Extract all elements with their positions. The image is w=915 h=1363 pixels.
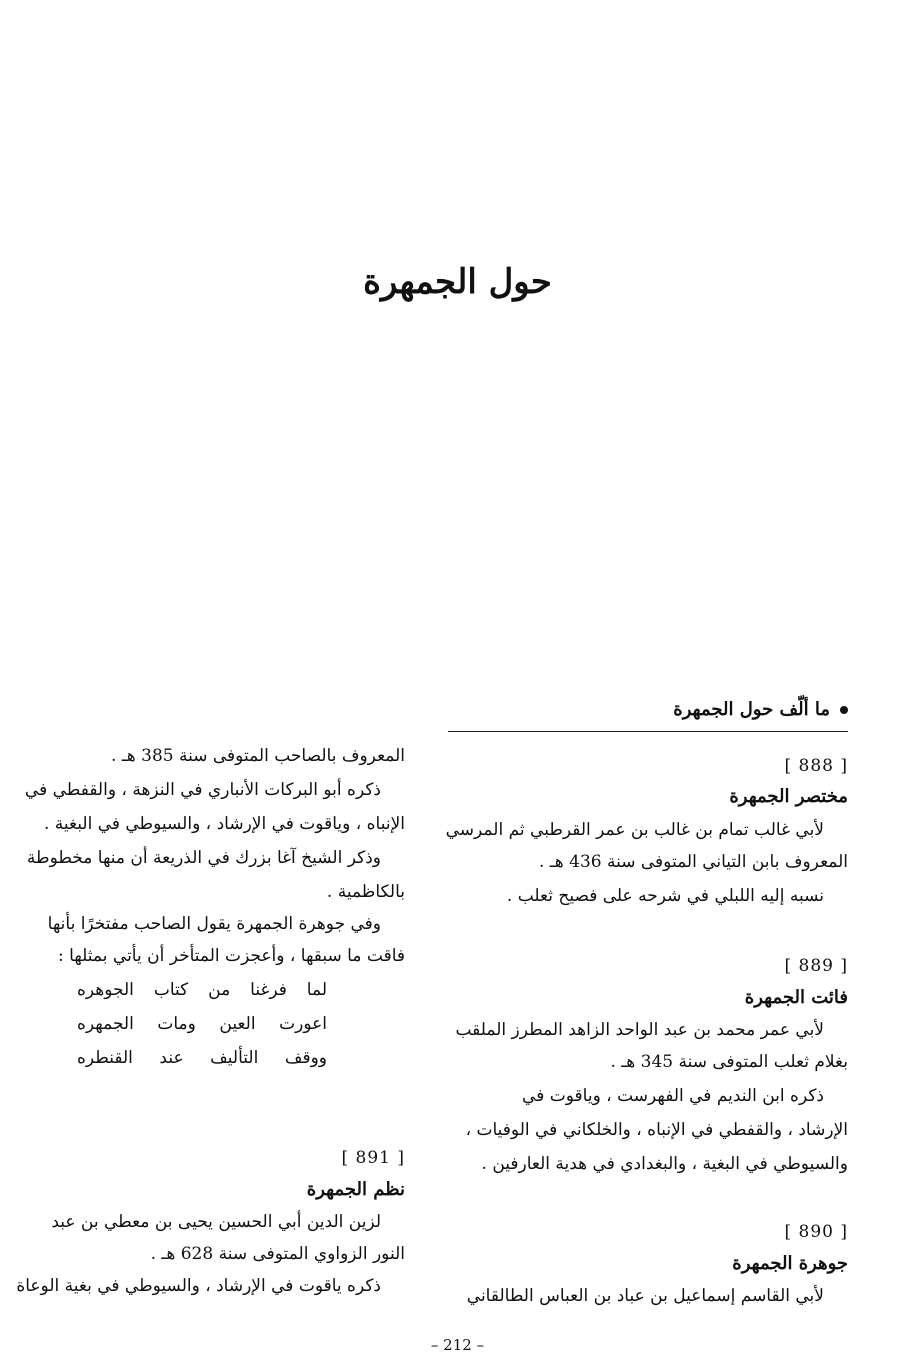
poem-verse: اعورت العين ومات الجمهره xyxy=(77,1014,327,1034)
entry-number-889: [ 889 ] xyxy=(784,956,848,976)
entry-line: المعروف بالصاحب المتوفى سنة 385 هـ . xyxy=(110,746,405,766)
entry-line: والسيوطي في البغية ، والبغدادي في هدية العارفين . xyxy=(481,1154,848,1174)
page-title: حول الجمهرة xyxy=(363,262,552,302)
entry-line: النور الزواوي المتوفى سنة 628 هـ . xyxy=(150,1244,405,1264)
entry-line: وفي جوهرة الجمهرة يقول الصاحب مفتخرًا بأنها xyxy=(47,914,381,934)
entry-line: نسبه إليه اللبلي في شرحه على فصيح ثعلب . xyxy=(506,886,824,906)
section-heading: ما ألّف حول الجمهرة xyxy=(673,694,848,726)
entry-title-889: فائت الجمهرة xyxy=(744,987,848,1008)
entry-line: ذكره ياقوت في الإرشاد ، والسيوطي في بغية الوعاة xyxy=(16,1276,381,1296)
bullet-icon xyxy=(840,706,848,714)
entry-line: بغلام ثعلب المتوفى سنة 345 هـ . xyxy=(610,1052,848,1072)
entry-line: الإنباه ، وياقوت في الإرشاد ، والسيوطي في البغية . xyxy=(44,814,405,834)
page-number: – 212 – xyxy=(430,1336,485,1354)
entry-number-891: [ 891 ] xyxy=(341,1148,405,1168)
entry-title-890: جوهرة الجمهرة xyxy=(732,1253,848,1274)
entry-title-888: مختصر الجمهرة xyxy=(729,786,848,807)
entry-line: الإرشاد ، والقفطي في الإنباه ، والخلكاني في الوفيات ، xyxy=(465,1120,848,1140)
entry-title-891: نظم الجمهرة xyxy=(306,1179,405,1200)
entry-line: لزين الدين أبي الحسين يحيى بن معطي بن عبد xyxy=(51,1212,381,1232)
entry-line: ذكره أبو البركات الأنباري في النزهة ، والقفطي في xyxy=(24,780,381,800)
entry-number-890: [ 890 ] xyxy=(784,1222,848,1242)
poem-verse: ووقف التأليف عند القنطره xyxy=(77,1048,327,1068)
entry-line: لأبي القاسم إسماعيل بن عباد بن العباس الطالقاني xyxy=(466,1286,824,1306)
entry-line: لأبي عمر محمد بن عبد الواحد الزاهد المطرز الملقب xyxy=(455,1020,824,1040)
poem-verse: لما فرغنا من كتاب الجوهره xyxy=(77,980,327,1000)
entry-line: المعروف بابن التياني المتوفى سنة 436 هـ . xyxy=(538,852,848,872)
left-column xyxy=(0,0,405,1363)
entry-line: لأبي غالب تمام بن غالب بن عمر القرطبي ثم المرسي xyxy=(445,820,824,840)
entry-line: وذكر الشيخ آغا بزرك في الذريعة أن منها مخطوطة xyxy=(26,848,381,868)
entry-number-888: [ 888 ] xyxy=(784,756,848,776)
heading-divider xyxy=(448,731,848,732)
entry-line: فاقت ما سبقها ، وأعجزت المتأخر أن يأتي بمثلها : xyxy=(58,946,405,966)
entry-line: ذكره ابن النديم في الفهرست ، وياقوت في xyxy=(522,1086,824,1106)
entry-line: بالكاظمية . xyxy=(326,882,405,902)
